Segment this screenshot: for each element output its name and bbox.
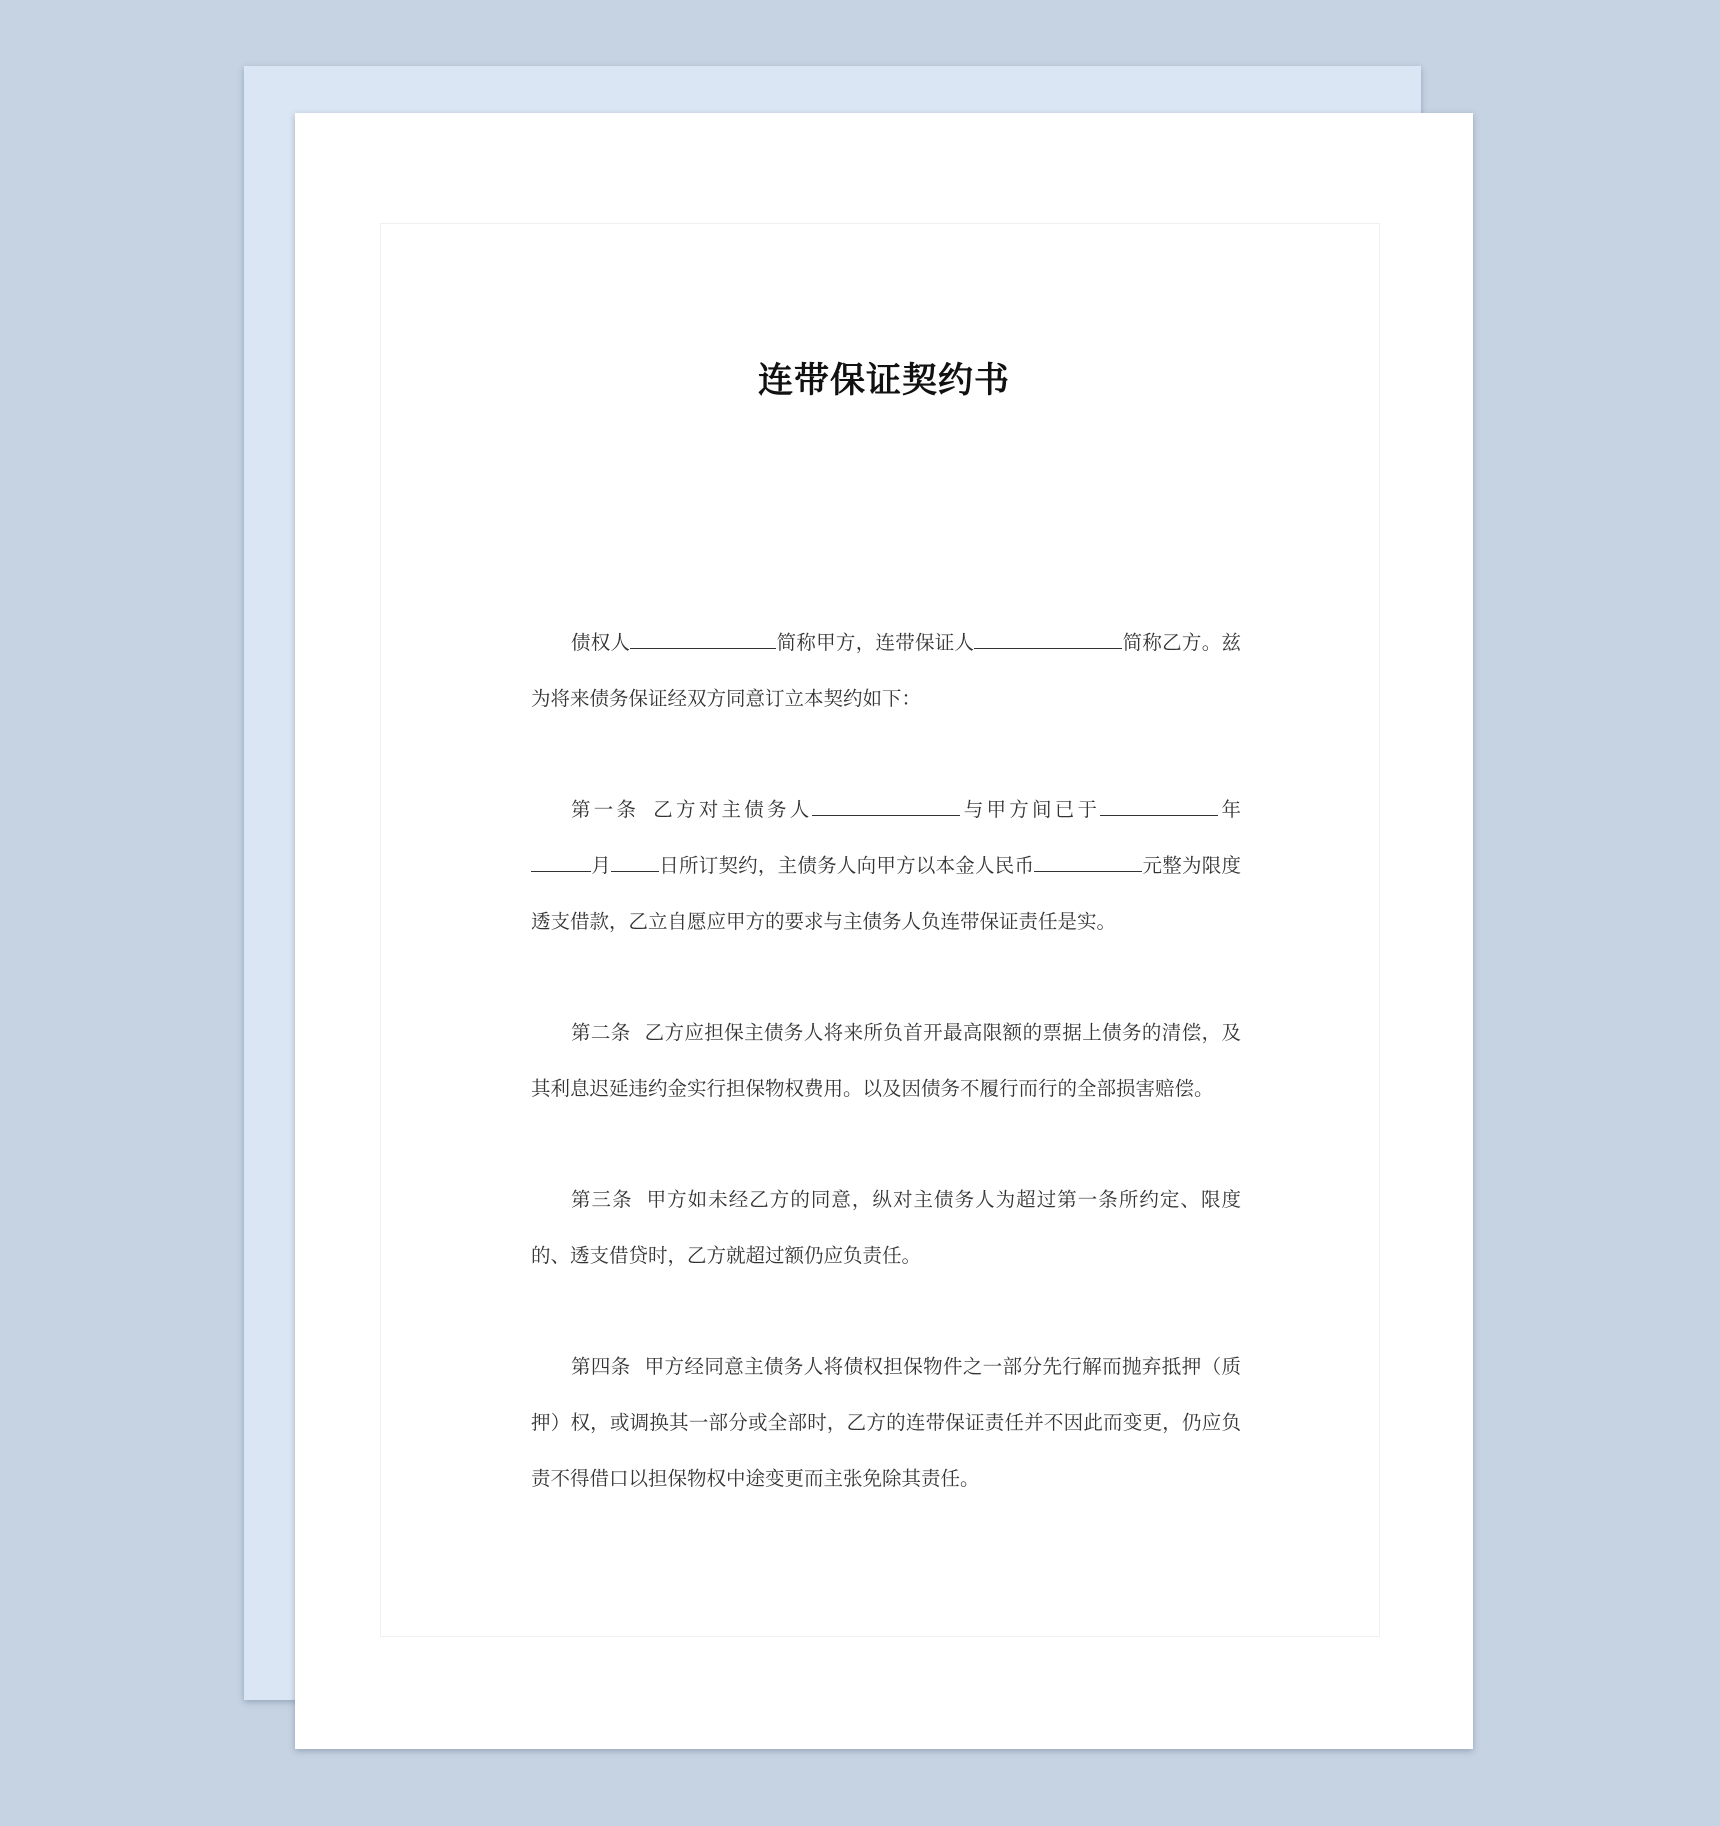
- guarantor-name-blank: [974, 630, 1122, 649]
- article-2: [531, 1005, 1241, 1117]
- article-1-label: 第一条: [571, 798, 640, 821]
- intro-paragraph: [531, 615, 1241, 727]
- article-1-text-a: 乙方对主债务人: [653, 798, 813, 821]
- article-4-text: 甲方经同意主债务人将债权担保物件之一部分先行解而抛弃抵押（质押）权，或调换其一部分或全部时，乙方的连带保证责任并不因此而变更，仍应负责不得借口以担保物权中途变更而主张免除其责任。: [531, 1355, 1241, 1490]
- document-page: [295, 113, 1473, 1749]
- article-2-label: 第二条: [571, 1021, 631, 1044]
- article-3: [531, 1172, 1241, 1284]
- article-1-text-d: 元整为限度透支借款，乙立自愿应甲方的要求与主债务人负连带保证责任是实。: [531, 854, 1241, 933]
- article-1-text-b: 与甲方间已于: [960, 798, 1101, 821]
- document-title: 连带保证契约书: [757, 361, 1010, 401]
- creditor-name-blank: [630, 630, 776, 649]
- day-blank: [611, 853, 659, 872]
- month-blank: [531, 853, 591, 872]
- article-3-label: 第三条: [571, 1188, 633, 1211]
- intro-text-guarantor: 简称甲方，连带保证人: [776, 631, 975, 654]
- document-body: [531, 615, 1241, 1562]
- article-1: [531, 782, 1241, 950]
- amount-blank: [1034, 853, 1142, 872]
- article-2-text: 乙方应担保主债务人将来所负首开最高限额的票据上债务的清偿，及其利息迟延违约金实行担保物权费用。以及因债务不履行而行的全部损害赔偿。: [531, 1021, 1241, 1100]
- article-4: [531, 1339, 1241, 1507]
- month-label: 月: [591, 854, 611, 877]
- intro-text-creditor: 债权人: [571, 631, 631, 654]
- year-blank: [1100, 797, 1218, 816]
- article-4-label: 第四条: [571, 1355, 631, 1378]
- article-3-text: 甲方如未经乙方的同意，纵对主债务人为超过第一条所约定、限度的、透支借贷时，乙方就超过额仍应负责任。: [531, 1188, 1241, 1267]
- intro-text-end: 简称乙方。兹为将来债务保证经双方同意订立本契约如下：: [531, 631, 1241, 710]
- article-1-text-c: 日所订契约，主债务人向甲方以本金人民币: [658, 854, 1035, 877]
- debtor-name-blank: [812, 797, 960, 816]
- year-label: 年: [1218, 798, 1241, 821]
